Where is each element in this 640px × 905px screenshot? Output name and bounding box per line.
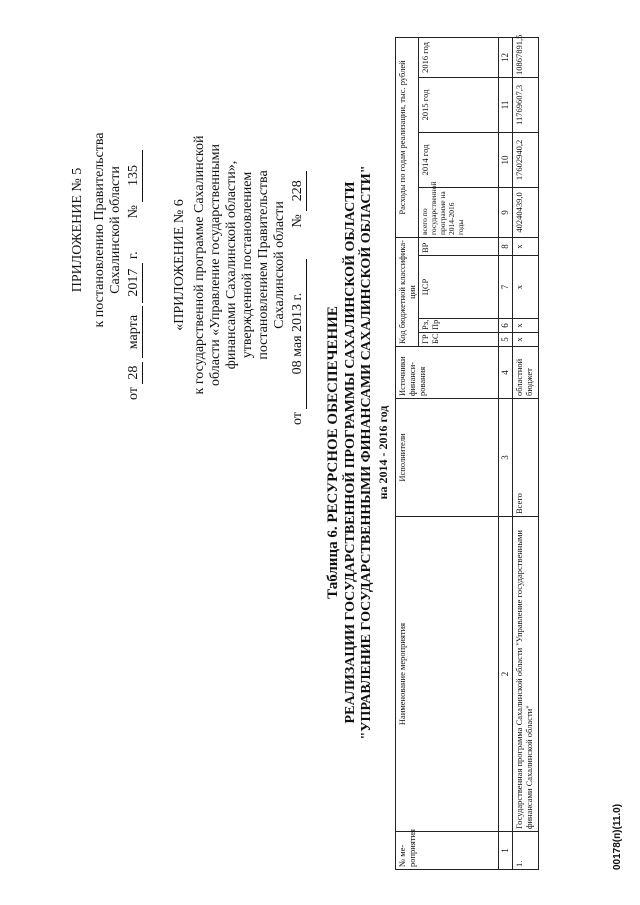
appendix-5-number: 135 [126,150,143,202]
header-cell-csr: ЦСР [419,256,499,319]
header-cell-budget-code: Код бюджетной классифика-ции [396,237,419,346]
appendix-5-block [70,100,143,400]
column-number-5: 5 [499,333,513,347]
column-number-8: 8 [499,237,513,255]
appendix-6-line-6: Сахалинской области [272,201,287,329]
header-cell-grbs: ГР БС [419,333,499,347]
appendix-5-day: 28 [126,362,143,384]
column-number-12: 12 [499,37,513,77]
appendix-6-date: 08 мая 2013 г. [290,259,307,409]
row-number: 1. [513,832,539,870]
appendix-6-number: 228 [290,171,307,211]
column-number-6: 6 [499,319,513,333]
header-cell-expenses: Расходы по годам реализации, тыс. рублей [396,37,419,237]
column-number-11: 11 [499,77,513,132]
appendix-6-from: от [290,412,305,425]
column-number-7: 7 [499,256,513,319]
header-cell-name: Наименование мероприятия [396,517,499,832]
appendix-5-year: 2017 [126,263,143,303]
row-rzpr: х [513,319,539,333]
row-2015: 11769607,3 [513,77,539,132]
header-cell-sources: Источники финанси-рования [396,347,499,399]
appendix-6-line-5: постановлением Правительства [256,170,271,360]
row-2014: 17602940,2 [513,132,539,187]
row-total: 40240439,0 [513,187,539,237]
appendix-6-line-2: области «Управление государственными [208,143,223,387]
row-2016: 10867891,5 [513,37,539,77]
appendix-5-line-1: к постановлению Правительства [92,132,107,328]
column-number-10: 10 [499,132,513,187]
header-cell-rzpr: Рз, Пр [419,319,499,333]
column-number-4: 4 [499,347,513,399]
appendix-5-title: ПРИЛОЖЕНИЕ № 5 [70,167,85,293]
row-executor: Всего [513,399,539,517]
appendix-6-number-label: № [290,214,305,228]
row-vr: х [513,237,539,255]
appendix-6-line-1: к государственной программе Сахалинской [192,135,207,395]
column-number-1: 1 [499,832,513,870]
appendix-5-from: от [126,387,141,400]
appendix-5-date-line [126,100,143,400]
header-cell-2015: 2015 год [419,77,499,132]
heading-line-4: на 2014 - 2016 год [376,405,390,500]
appendix-6-title: «ПРИЛОЖЕНИЕ № 6 [172,199,187,331]
column-number-9: 9 [499,187,513,237]
header-cell-executors: Исполнители [396,399,499,517]
header-cell-2014: 2014 год [419,132,499,187]
appendix-6-line-4: утвержденной постановлением [240,171,255,359]
heading-line-3: "УПРАВЛЕНИЕ ГОСУДАРСТВЕННЫМИ ФИНАНСАМИ САХАЛИНСКОЙ ОБЛАСТИ" [359,165,374,740]
row-csr: х [513,256,539,319]
appendix-6-line-3: финансами Сахалинской области», [224,160,239,370]
header-cell-vr: ВР [419,237,499,255]
column-number-3: 3 [499,399,513,517]
header-cell-2016: 2016 год [419,37,499,77]
appendix-6-date-line [290,105,307,425]
row-name: Государственная программа Сахалинской области "Управление государственными финансами Сахалинской области" [513,517,539,832]
appendix-5-month: марта [126,306,143,358]
document-code: 00178(п)(11.0) [612,803,623,870]
header-cell-total: всего по государственной программе на 2014-2016 годы [419,187,499,237]
row-source: областной бюджет [513,347,539,399]
appendix-5-number-label: № [126,205,141,219]
table-title: Таблица 6. РЕСУРСНОЕ ОБЕСПЕЧЕНИЕ [325,306,341,599]
appendix-5-year-suffix: г. [126,251,141,260]
appendix-5-line-2: Сахалинской области [108,166,123,294]
row-grbs: х [513,333,539,347]
appendix-6-block [172,105,307,425]
table-row [513,37,539,869]
header-cell-number: № ме-роприятия [396,832,499,870]
column-number-2: 2 [499,517,513,832]
resource-table [395,34,539,870]
heading-line-2: РЕАЛИЗАЦИИ ГОСУДАРСТВЕННОЙ ПРОГРАММЫ САХАЛИНСКОЙ ОБЛАСТИ [343,181,358,724]
